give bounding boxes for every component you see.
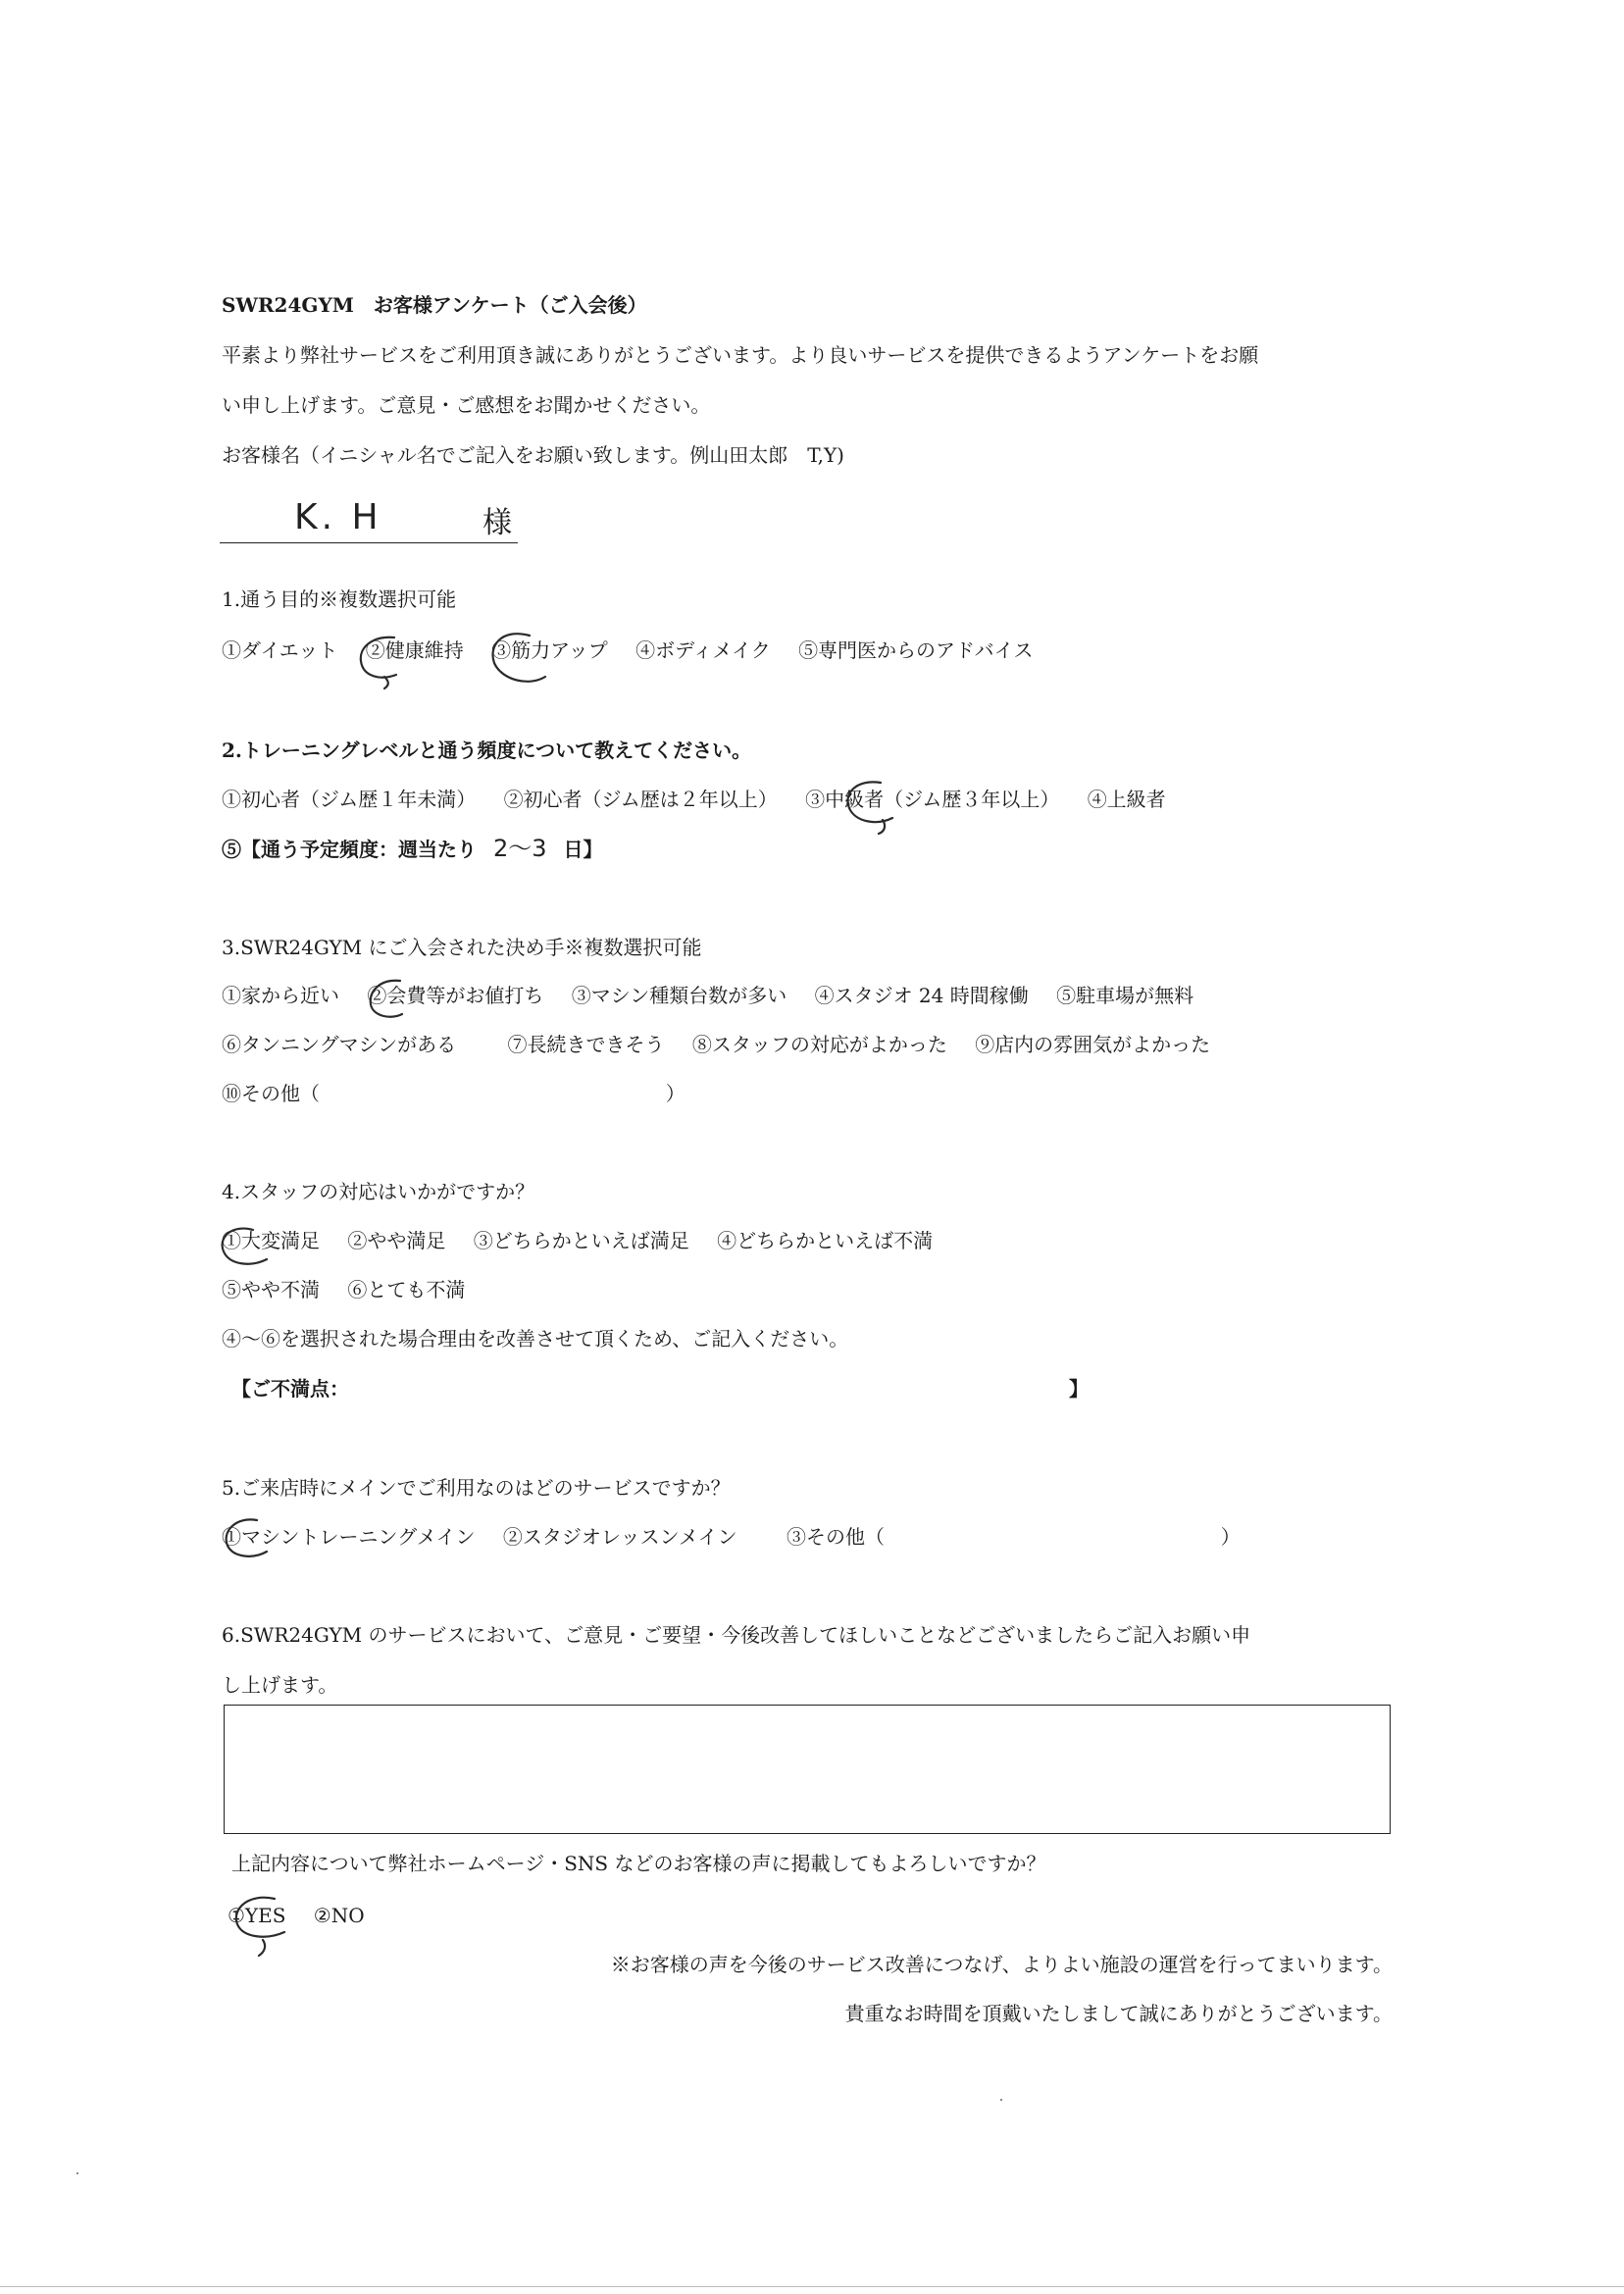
q4-options-row2 <box>222 1275 486 1304</box>
q3-other-close: ） <box>665 1082 685 1105</box>
q3-option-1[interactable]: ①家から近い <box>222 984 339 1007</box>
q3-option-9[interactable]: ⑨店内の雰囲気がよかった <box>975 1033 1211 1056</box>
q2-frequency-prefix: ⑤【通う予定頻度：週当たり <box>222 838 477 861</box>
q4-option-5[interactable]: ⑤やや不満 <box>222 1278 320 1301</box>
q4-note: ④〜⑥を選択された場合理由を改善させて頂くため、ご記入ください。 <box>222 1327 849 1351</box>
q5-other-close: ） <box>1220 1525 1241 1549</box>
q4-options-row1 <box>222 1226 954 1255</box>
q4-option-6[interactable]: ⑥とても不満 <box>347 1278 466 1301</box>
survey-title: SWR24GYM お客様アンケート（ご入会後） <box>222 293 647 317</box>
q3-options-row2 <box>222 1030 1232 1059</box>
q3-title: 3.SWR24GYM にご入会された決め手※複数選択可能 <box>222 936 702 959</box>
footer-line-2: 貴重なお時間を頂戴いたしまして誠にありがとうございます。 <box>844 2002 1393 2025</box>
q3-options-row1 <box>222 981 1215 1010</box>
q2-frequency-suffix: 日】 <box>563 838 603 861</box>
footer-line-1: ※お客様の声を今後のサービス改善につなげ、よりよい施設の運営を行ってまいります。 <box>610 1953 1393 1976</box>
q1-options <box>222 636 1054 665</box>
q3-option-7[interactable]: ⑦長続きできそう <box>507 1033 665 1056</box>
scan-speck <box>76 2172 78 2174</box>
q1-option-2[interactable]: ②健康維持 <box>365 638 464 662</box>
q4-complaint <box>231 1374 1089 1403</box>
q3-option-6[interactable]: ⑥タンニングマシンがある <box>222 1033 457 1056</box>
q4-option-2[interactable]: ②やや満足 <box>347 1229 446 1252</box>
q5-option-3[interactable]: ③その他（ <box>787 1525 886 1549</box>
q2-frequency <box>222 834 602 864</box>
q1-option-3[interactable]: ③筋力アップ <box>491 638 608 662</box>
q4-option-3[interactable]: ③どちらかといえば満足 <box>473 1229 689 1252</box>
q5-option-1[interactable]: ①マシントレーニングメイン <box>222 1525 476 1549</box>
q1-title: 1.通う目的※複数選択可能 <box>222 587 457 611</box>
q6-comment-box[interactable] <box>224 1705 1391 1834</box>
q3-other <box>222 1079 685 1108</box>
q4-title: 4.スタッフの対応はいかがですか？ <box>222 1180 535 1203</box>
q3-option-4[interactable]: ④スタジオ 24 時間稼働 <box>814 984 1029 1007</box>
name-underline <box>220 542 518 543</box>
q6-title-line-1: 6.SWR24GYM のサービスにおいて、ご意見・ご要望・今後改善してほしいことなどございましたらご記入お願い申 <box>222 1623 1251 1647</box>
q2-options <box>222 785 1188 814</box>
q6-publish-question: 上記内容について弊社ホームページ・SNS などのお客様の声に掲載してもよろしいですか？ <box>231 1852 1046 1875</box>
q6-publish-options <box>228 1901 386 1930</box>
name-prompt: お客様名（イニシャル名でご記入をお願い致します。例山田太郎 T,Y) <box>222 443 844 467</box>
q1-option-5[interactable]: ⑤専門医からのアドバイス <box>798 638 1034 662</box>
q1-option-4[interactable]: ④ボディメイク <box>635 638 771 662</box>
q6-option-yes[interactable]: ①YES <box>228 1904 286 1927</box>
q3-option-2[interactable]: ②会費等がお値打ち <box>367 984 544 1007</box>
scan-speck <box>1000 2099 1002 2101</box>
q4-complaint-close: 】 <box>1068 1377 1089 1401</box>
q5-option-2[interactable]: ②スタジオレッスンメイン <box>502 1525 737 1549</box>
q2-option-3[interactable]: ③中級者（ジム歴３年以上） <box>805 788 1060 811</box>
q2-frequency-value[interactable]: 2〜3 <box>492 835 547 862</box>
q4-option-4[interactable]: ④どちらかといえば不満 <box>717 1229 934 1252</box>
q2-option-4[interactable]: ④上級者 <box>1087 788 1166 811</box>
q3-option-5[interactable]: ⑤駐車場が無料 <box>1056 984 1194 1007</box>
q5-title: 5.ご来店時にメインでご利用なのはどのサービスですか？ <box>222 1476 731 1500</box>
scan-edge <box>0 2286 1624 2287</box>
customer-initials: K. H <box>294 497 382 537</box>
customer-suffix: 様 <box>482 506 512 540</box>
q2-option-1[interactable]: ①初心者（ジム歴１年未満） <box>222 788 477 811</box>
intro-line-1: 平素より弊社サービスをご利用頂き誠にありがとうございます。より良いサービスを提供できるようアンケートをお願 <box>222 343 1259 367</box>
q6-option-no[interactable]: ②NO <box>313 1904 365 1927</box>
q3-option-3[interactable]: ③マシン種類台数が多い <box>571 984 787 1007</box>
q4-complaint-label: 【ご不満点： <box>231 1377 349 1401</box>
q2-option-2[interactable]: ②初心者（ジム歴は２年以上） <box>503 788 778 811</box>
intro-line-2: い申し上げます。ご意見・ご感想をお聞かせください。 <box>222 393 711 417</box>
q6-title-line-2: し上げます。 <box>222 1673 338 1697</box>
q3-option-8[interactable]: ⑧スタッフの対応がよかった <box>691 1033 947 1056</box>
q4-option-1[interactable]: ①大変満足 <box>222 1229 320 1252</box>
q1-option-1[interactable]: ①ダイエット <box>222 638 338 662</box>
q2-title: 2.トレーニングレベルと通う頻度について教えてください。 <box>222 739 752 762</box>
q5-options <box>222 1522 1241 1552</box>
q3-other-label[interactable]: ⑩その他（ <box>222 1082 320 1105</box>
